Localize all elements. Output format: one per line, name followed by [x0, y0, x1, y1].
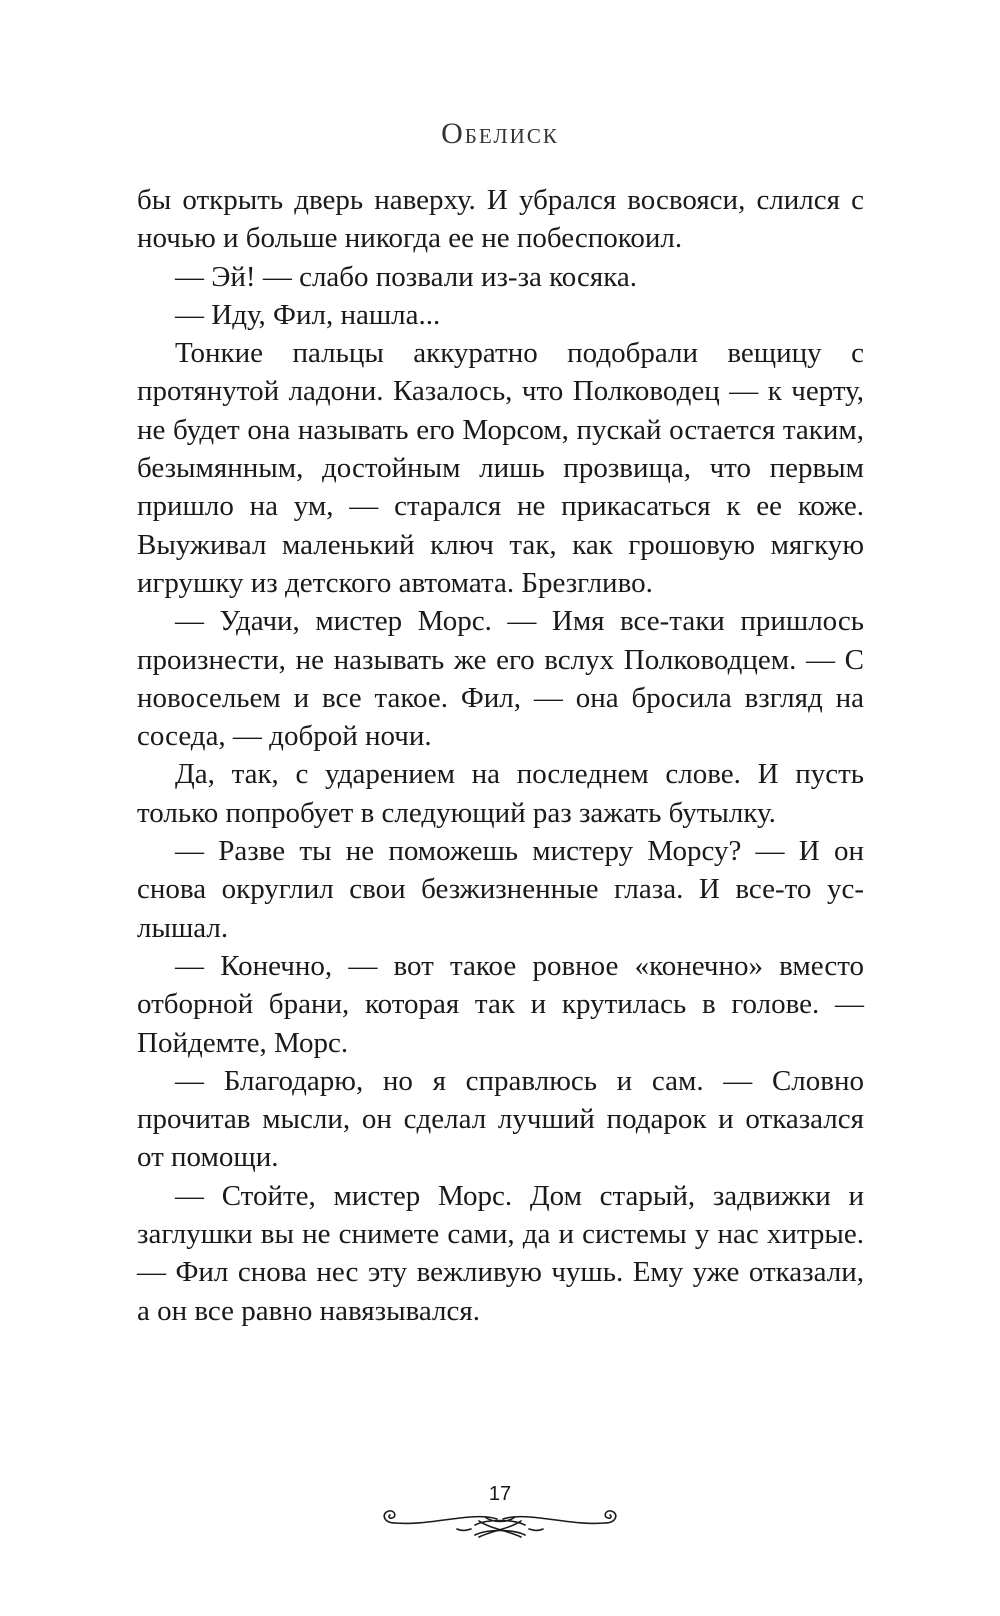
running-head: Обелиск — [441, 117, 559, 150]
page-number: 17 — [488, 1483, 512, 1505]
paragraph: бы открыть дверь наверху. И убрался восвояси, слился с ночью и больше никогда ее не побеспокоил. — [137, 184, 864, 255]
paragraph: Тонкие пальцы аккуратно подобрали вещицу с протянутой ладони. Казалось, что Полководец — к черту, не будет она называть его Морсом, пускай остается таким, безымянным, достойным лишь прозвища, что первым пришло на ум, — старался не прикасаться к ее коже. Выуживал маленький ключ так, как грошовую мягкую игрушку из детского автомата. Брезгливо. — [137, 337, 864, 599]
paragraph: — Удачи, мистер Морс. — Имя все-таки пришлось произнести, не называть же его вслух Полководцем. — С новосельем и все такое. Фил, — она бросила взгляд на соседа, — доброй ночи. — [137, 605, 864, 753]
paragraph: — Благодарю, но я справлюсь и сам. — Словно прочитав мысли, он сделал лучший подарок и отказался от помощи. — [137, 1064, 864, 1174]
paragraph: — Стойте, мистер Морс. Дом старый, задвижки и заглушки вы не снимете сами, да и системы у нас хитрые. — Фил снова нес эту вежливую чушь. Ему уже отказали, а он все равно навязывался. — [137, 1179, 864, 1327]
paragraph: Да, так, с ударением на последнем слове. И пусть только попробует в следующий раз зажать бутылку. — [137, 758, 864, 829]
page-body — [137, 181, 864, 1330]
paragraph: — Эй! — слабо позвали из-за косяка. — [175, 260, 637, 293]
scroll-flourish-icon — [375, 1495, 625, 1541]
paragraph: — Иду, Фил, нашла... — [175, 298, 441, 331]
paragraph: — Разве ты не поможешь мистеру Морсу? — И он снова округлил свои безжизненные глаза. И все-то услышал. — [137, 835, 864, 944]
paragraph: — Конечно, — вот такое ровное «конечно» вместо отборной брани, которая так и крутилась в голове. — Пойдемте, Морс. — [137, 949, 864, 1059]
